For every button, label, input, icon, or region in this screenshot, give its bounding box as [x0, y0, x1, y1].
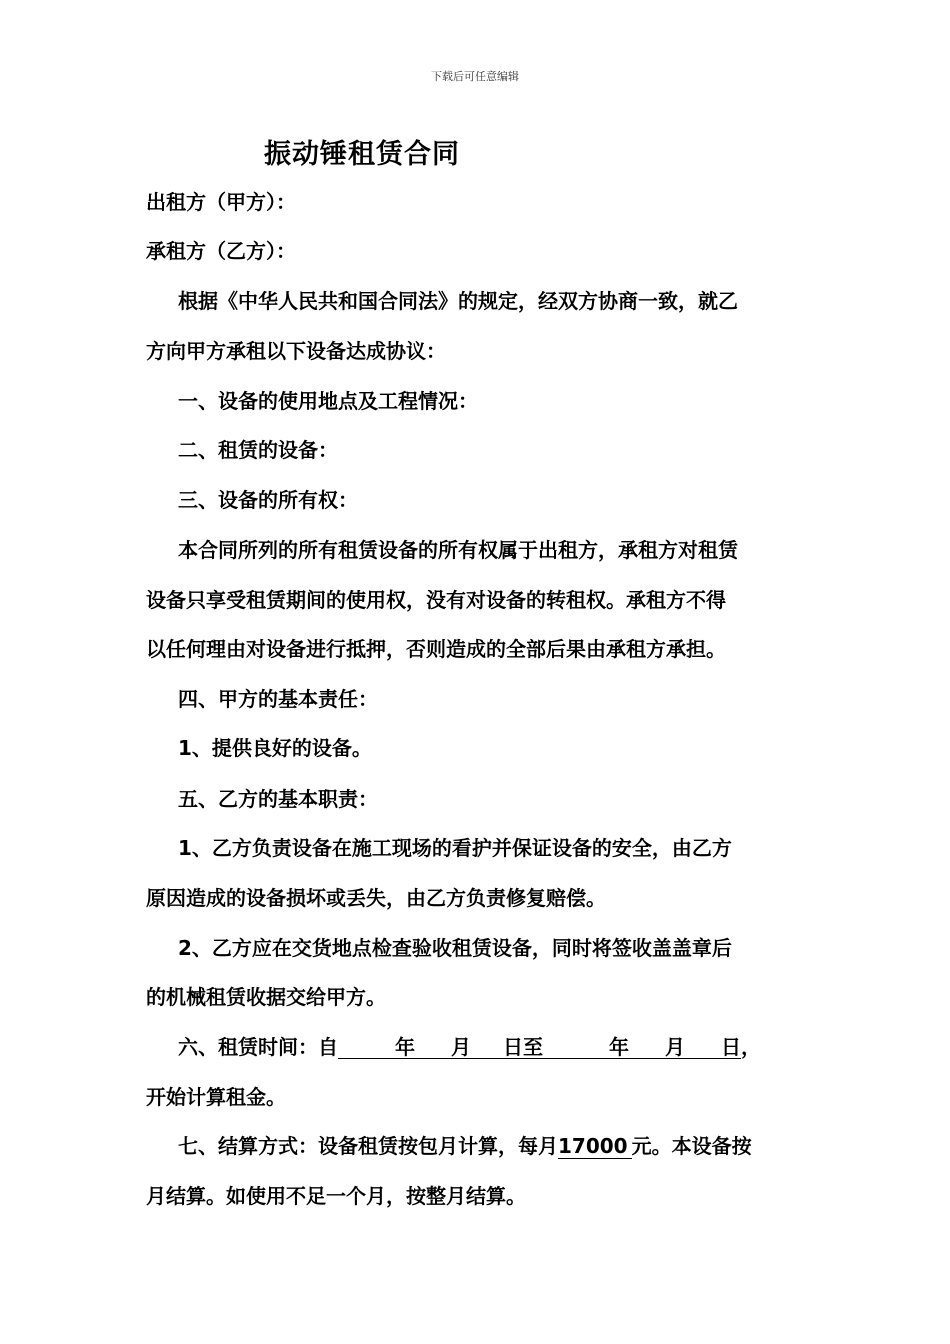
intro-line-2: 方向甲方承租以下设备达成协议：	[146, 339, 446, 363]
section-2-heading: 二、租赁的设备：	[178, 438, 338, 462]
ownership-line-2: 设备只享受租赁期间的使用权，没有对设备的转租权。承租方不得	[146, 588, 726, 612]
party-b-item-1-line-2: 原因造成的设备损坏或丢失，由乙方负责修复赔偿。	[146, 886, 606, 910]
party-a-item-1: 1、提供良好的设备。	[178, 736, 372, 760]
ownership-line-1: 本合同所列的所有租赁设备的所有权属于出租方，承租方对租赁	[178, 538, 738, 562]
party-b-item-2-line-1: 2、乙方应在交货地点检查验收租赁设备，同时将签收盖盖章后	[178, 936, 732, 960]
lessee-label: 承租方（乙方）：	[146, 239, 296, 263]
section-3-heading: 三、设备的所有权：	[178, 488, 358, 512]
section-5-heading: 五、乙方的基本职责：	[178, 787, 378, 811]
start-year-label: 年	[395, 1035, 415, 1059]
section-6-prefix: 六、租赁时间：自	[178, 1035, 338, 1059]
end-day-label: 日	[721, 1035, 741, 1059]
header-note: 下载后可任意编辑	[431, 70, 519, 83]
section-1-heading: 一、设备的使用地点及工程情况：	[178, 389, 478, 413]
start-day-to-label: 日至	[503, 1035, 543, 1059]
section-6-line-2: 开始计算租金。	[146, 1085, 286, 1109]
end-year-label: 年	[609, 1035, 629, 1059]
party-b-item-2-line-2: 的机械租赁收据交给甲方。	[146, 985, 386, 1009]
party-b-item-1-line-1: 1、乙方负责设备在施工现场的看护并保证设备的安全，由乙方	[178, 836, 732, 860]
section-7-prefix: 七、结算方式：设备租赁按包月计算，每月	[178, 1134, 558, 1158]
lessor-label: 出租方（甲方）：	[146, 190, 296, 214]
section-7-line-1	[178, 1134, 752, 1158]
end-month-label: 月	[665, 1035, 685, 1059]
section-6-suffix: ，	[741, 1035, 761, 1059]
section-6-line-1	[178, 1035, 761, 1059]
page-title: 振动锤租赁合同	[264, 139, 460, 170]
monthly-amount: 17000	[558, 1134, 632, 1159]
section-7-line-2: 月结算。如使用不足一个月，按整月结算。	[146, 1184, 526, 1208]
section-4-heading: 四、甲方的基本责任：	[178, 687, 378, 711]
rental-period-blank	[338, 1036, 741, 1059]
start-month-label: 月	[451, 1035, 471, 1059]
ownership-line-3: 以任何理由对设备进行抵押，否则造成的全部后果由承租方承担。	[146, 637, 726, 661]
intro-line-1: 根据《中华人民共和国合同法》的规定，经双方协商一致，就乙	[178, 289, 738, 313]
section-7-after-amount: 元。本设备按	[631, 1134, 752, 1158]
